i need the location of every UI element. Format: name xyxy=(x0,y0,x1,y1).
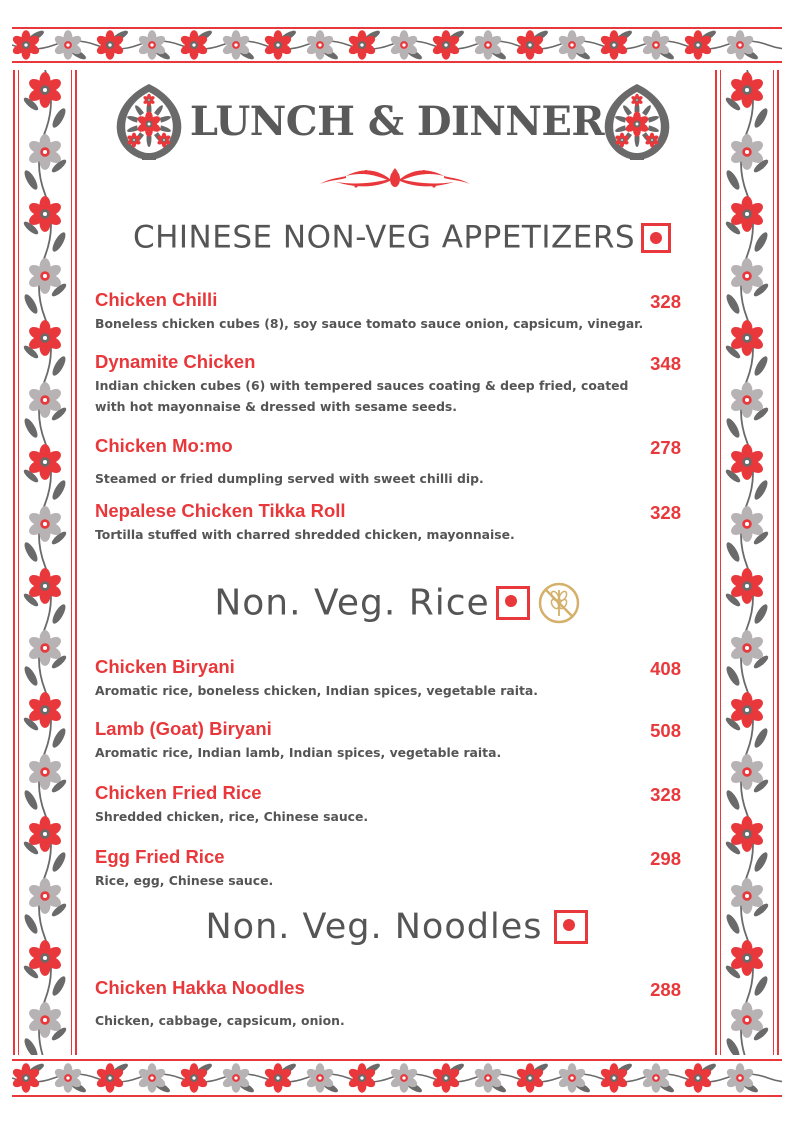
item-name: Lamb (Goat) Biryani xyxy=(95,718,272,739)
non-veg-icon xyxy=(496,586,530,620)
menu-item xyxy=(95,656,685,701)
section-title-text: CHINESE NON-VEG APPETIZERS xyxy=(132,219,636,256)
item-description: Aromatic rice, Indian lamb, Indian spices, vegetable raita. xyxy=(95,745,502,760)
flourish-divider-icon xyxy=(316,166,474,192)
item-description: Shredded chicken, rice, Chinese sauce. xyxy=(95,809,369,824)
section-title-appetizers xyxy=(0,218,794,256)
item-price: 298 xyxy=(650,848,681,869)
item-price: 408 xyxy=(650,658,681,679)
item-description: Boneless chicken cubes (8), soy sauce tomato sauce onion, capsicum, vinegar. xyxy=(95,316,644,331)
section-title-noodles xyxy=(0,906,794,947)
menu-item xyxy=(95,435,685,489)
item-name: Chicken Hakka Noodles xyxy=(95,977,305,998)
floral-border-bottom xyxy=(12,1058,782,1098)
non-veg-icon xyxy=(554,910,588,944)
item-description: Rice, egg, Chinese sauce. xyxy=(95,873,274,888)
menu-item xyxy=(95,500,685,545)
item-name: Dynamite Chicken xyxy=(95,351,256,372)
floral-border-top xyxy=(12,26,782,64)
item-description: Tortilla stuffed with charred shredded chicken, mayonnaise. xyxy=(95,527,515,542)
menu-item xyxy=(95,351,685,417)
item-price: 278 xyxy=(650,437,681,458)
menu-item xyxy=(95,977,685,1031)
item-price: 328 xyxy=(650,784,681,805)
item-description: Chicken, cabbage, capsicum, onion. xyxy=(95,1013,345,1028)
menu-item xyxy=(95,289,685,334)
section-title-text: Non. Veg. Rice xyxy=(214,582,490,624)
item-description: Steamed or fried dumpling served with sweet chilli dip. xyxy=(95,471,484,486)
item-description: Aromatic rice, boneless chicken, Indian spices, vegetable raita. xyxy=(95,683,538,698)
item-name: Chicken Mo:mo xyxy=(95,435,233,456)
section-title-text: Non. Veg. Noodles xyxy=(205,907,543,947)
item-name: Chicken Chilli xyxy=(95,289,218,310)
item-price: 328 xyxy=(650,291,681,312)
item-price: 508 xyxy=(650,720,681,741)
item-name: Chicken Fried Rice xyxy=(95,782,262,803)
non-veg-icon xyxy=(641,223,671,253)
page-title: LUNCH & DINNER xyxy=(189,98,605,145)
section-title-rice xyxy=(0,581,794,624)
menu-item xyxy=(95,718,685,763)
item-price: 328 xyxy=(650,502,681,523)
item-name: Egg Fried Rice xyxy=(95,846,225,867)
item-name: Nepalese Chicken Tikka Roll xyxy=(95,500,346,521)
item-description: Indian chicken cubes (6) with tempered sauces coating & deep fried, coated with hot mayonnaise & dressed with sesame seeds. xyxy=(95,378,629,414)
item-name: Chicken Biryani xyxy=(95,656,235,677)
item-price: 288 xyxy=(650,979,681,1000)
menu-item xyxy=(95,846,685,891)
gluten-free-icon xyxy=(538,582,580,624)
item-price: 348 xyxy=(650,353,681,374)
menu-item xyxy=(95,782,685,827)
